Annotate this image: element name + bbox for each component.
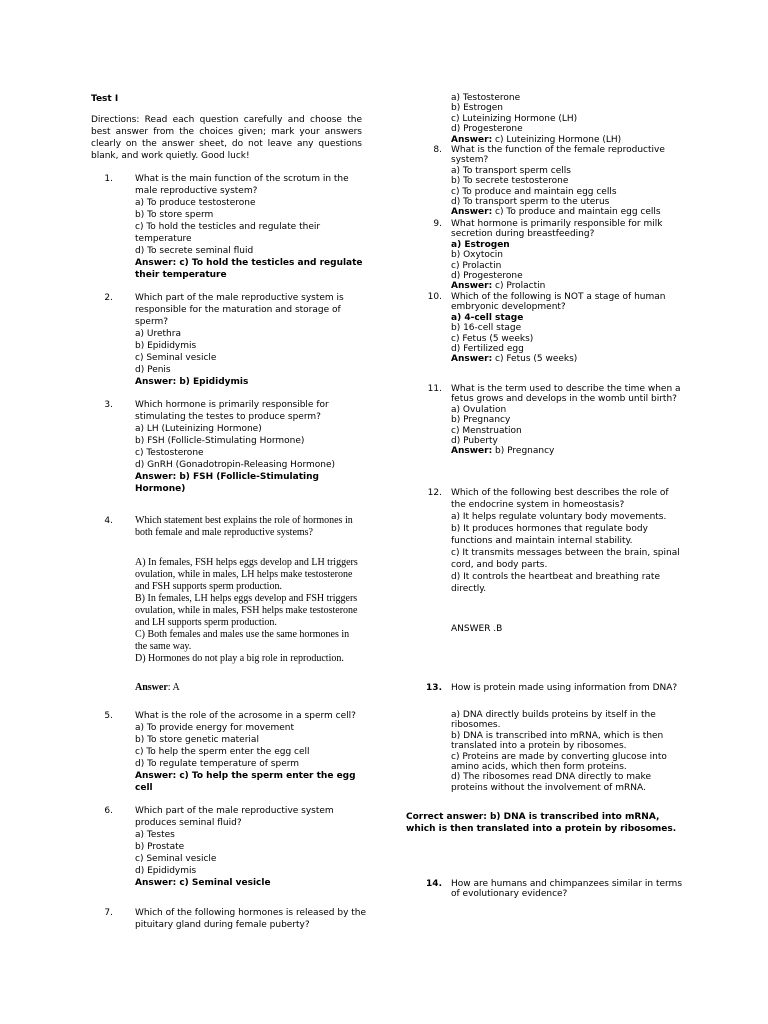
option: ovulation, while in males, LH helps make testosterone (135, 569, 353, 580)
question-number: 1. (104, 174, 113, 184)
question-text: responsible for the maturation and storage of (135, 305, 341, 315)
option: d) To secrete seminal fluid (135, 246, 254, 256)
option: c) Luteinizing Hormone (LH) (451, 113, 578, 124)
option: b) FSH (Follicle-Stimulating Hormone) (135, 436, 305, 446)
option: d) Puberty (451, 436, 498, 447)
question-text: What is the role of the acrosome in a sperm cell? (135, 711, 356, 721)
question-number: 5. (104, 711, 113, 721)
option: and LH supports sperm production. (135, 617, 277, 628)
question-text: How are humans and chimpanzees similar in terms (451, 879, 683, 889)
option: c) Proteins are made by converting glucose into (451, 751, 667, 762)
option: proteins without the involvement of mRNA. (451, 782, 646, 793)
question-number: 8. (433, 145, 442, 155)
answer: Answer: c) To hold the testicles and regulate (135, 258, 363, 268)
answer-label: Answer: (451, 354, 493, 365)
option: b) DNA is transcribed into mRNA, which is then (451, 730, 664, 741)
answer-label: Answer (135, 682, 168, 693)
answer: which is then translated into a protein by ribosomes. (406, 824, 677, 834)
option: d) GnRH (Gonadotropin-Releasing Hormone) (135, 460, 336, 470)
question-text: pituitary gland during female puberty? (135, 920, 310, 930)
option: c) Fetus (5 weeks) (451, 333, 534, 344)
question-number: 11. (427, 384, 442, 394)
question-text: Which of the following best describes the role of (451, 488, 669, 498)
answer (135, 682, 358, 694)
option: d) Fertilized egg (451, 344, 524, 355)
option: a) LH (Luteinizing Hormone) (135, 424, 262, 434)
question-number: 3. (104, 400, 113, 410)
option: amino acids, which then form proteins. (451, 762, 627, 773)
question-text: How is protein made using information from DNA? (451, 683, 678, 693)
option: D) Hormones do not play a big role in reproduction. (135, 653, 344, 664)
option: the same way. (135, 641, 192, 652)
option: c) Testosterone (135, 448, 204, 458)
option: c) Menstruation (451, 425, 522, 436)
option: a) To produce testosterone (135, 198, 256, 208)
answer (451, 281, 662, 291)
page-title: Test I (91, 94, 119, 104)
option: functions and maintain internal stability. (451, 536, 633, 546)
option: d) Progesterone (451, 124, 523, 135)
question-text: Which of the following hormones is released by the (135, 908, 367, 918)
question-13-options (451, 710, 667, 793)
question-text: male reproductive system? (135, 186, 258, 196)
answer: Hormone) (135, 484, 186, 494)
option: b) Estrogen (451, 103, 503, 114)
answer (451, 207, 665, 217)
question-text: What is the term used to describe the time when a (451, 384, 681, 394)
question-number: 14. (426, 879, 442, 889)
option: a) Ovulation (451, 404, 507, 415)
question-number: 4. (104, 516, 113, 526)
option: d) It controls the heartbeat and breathing rate (451, 572, 660, 582)
answer-value: c) Prolactin (492, 281, 546, 292)
answer: their temperature (135, 270, 227, 280)
option: c) To hold the testicles and regulate their (135, 222, 321, 232)
option: d) Epididymis (135, 866, 197, 876)
answer-value: b) Pregnancy (492, 446, 555, 457)
option: b) To store sperm (135, 210, 214, 220)
question-text: Which part of the male reproductive system is (135, 293, 344, 303)
answer: ANSWER .B (451, 624, 503, 634)
answer: cell (135, 783, 153, 793)
question-number: 9. (433, 219, 442, 229)
question-7-options (451, 93, 621, 145)
answer (451, 135, 621, 145)
directions-text: Directions: Read each question carefully and choose the best answer from the choices given; mark your answers clearly on the answer sheet, do not leave any questions blank, and work quietly. Good luck! (91, 115, 362, 161)
option: A) In females, FSH helps eggs develop and LH triggers (135, 557, 358, 568)
answer (451, 354, 665, 364)
question-text: Which hormone is primarily responsible for (135, 400, 329, 410)
question-text: produces seminal fluid? (135, 818, 242, 828)
option: b) Prostate (135, 842, 185, 852)
question-text: What is the main function of the scrotum in the (135, 174, 349, 184)
answer-value: c) Fetus (5 weeks) (492, 354, 578, 365)
question-number: 6. (104, 806, 113, 816)
option: directly. (451, 584, 487, 594)
question-number: 10. (427, 292, 442, 302)
option: B) In females, LH helps eggs develop and FSH triggers (135, 593, 358, 604)
option: b) It produces hormones that regulate body (451, 524, 648, 534)
option: b) Oxytocin (451, 250, 504, 261)
option: c) Seminal vesicle (135, 353, 217, 363)
option: a) Estrogen (451, 239, 510, 250)
question-number: 2. (104, 293, 113, 303)
option: temperature (135, 234, 192, 244)
option: b) Pregnancy (451, 415, 511, 426)
option: translated into a protein by ribosomes. (451, 741, 627, 752)
question-text: Which part of the male reproductive system (135, 806, 334, 816)
option: d) The ribosomes read DNA directly to make (451, 772, 651, 783)
option: c) To produce and maintain egg cells (451, 186, 617, 197)
question-text: sperm? (135, 317, 169, 327)
option: d) Penis (135, 365, 171, 375)
option: a) DNA directly builds proteins by itself in the (451, 710, 656, 720)
option: c) To help the sperm enter the egg cell (135, 747, 310, 757)
option: c) Prolactin (451, 260, 502, 271)
option: a) It helps regulate voluntary body movements. (451, 512, 667, 522)
option: c) Seminal vesicle (135, 854, 217, 864)
answer-label: Answer: (451, 446, 493, 457)
option: b) 16-cell stage (451, 323, 522, 334)
option: C) Both females and males use the same hormones in (135, 629, 350, 640)
option: ribosomes. (451, 720, 501, 731)
question-text: the endocrine system in homeostasis? (451, 500, 625, 510)
answer (451, 446, 681, 456)
option: b) To secrete testosterone (451, 176, 569, 187)
answer-label: Answer: (451, 134, 493, 145)
question-number: 12. (427, 488, 442, 498)
answer-value: : A (167, 682, 180, 693)
answer: Answer: b) FSH (Follicle-Stimulating (135, 472, 319, 482)
option: a) Testes (135, 830, 175, 840)
question-text: system? (451, 155, 489, 166)
option: ovulation, while in males, FSH helps make testosterone (135, 605, 358, 616)
option: a) Testosterone (451, 93, 521, 103)
question-text: of evolutionary evidence? (451, 889, 568, 900)
question-text: fetus grows and develops in the womb until birth? (451, 394, 677, 405)
question-text: stimulating the testes to produce sperm? (135, 412, 321, 422)
answer-value: c) Luteinizing Hormone (LH) (492, 134, 622, 145)
question-text: Which of the following is NOT a stage of human (451, 292, 666, 302)
answer-value: c) To produce and maintain egg cells (492, 207, 661, 218)
answer-label: Answer: (451, 207, 493, 218)
option: a) To provide energy for movement (135, 723, 295, 733)
option: a) 4-cell stage (451, 312, 524, 323)
question-text: secretion during breastfeeding? (451, 229, 595, 240)
option: c) It transmits messages between the brain, spinal (451, 548, 680, 558)
question-number: 13. (426, 683, 442, 693)
question-text: Which statement best explains the role of hormones in (135, 515, 353, 526)
question-text: What hormone is primarily responsible for milk (451, 219, 663, 229)
question-text: embryonic development? (451, 302, 566, 313)
option: cord, and body parts. (451, 560, 548, 570)
option: a) Urethra (135, 329, 181, 339)
answer: Answer: b) Epididymis (135, 377, 249, 387)
option: d) Progesterone (451, 271, 523, 282)
question-text: both female and male reproductive systems? (135, 527, 313, 538)
answer: Answer: c) To help the sperm enter the egg (135, 771, 356, 781)
option: b) Epididymis (135, 341, 197, 351)
option: d) To transport sperm to the uterus (451, 197, 610, 208)
question-13-answer (406, 811, 676, 835)
question-text: What is the function of the female reproductive (451, 145, 665, 155)
answer-label: Answer: (451, 281, 493, 292)
option: b) To store genetic material (135, 735, 259, 745)
question-number: 7. (104, 908, 113, 918)
answer: Correct answer: b) DNA is transcribed into mRNA, (406, 812, 660, 822)
option: and FSH supports sperm production. (135, 581, 282, 592)
option: a) To transport sperm cells (451, 165, 571, 176)
option: d) To regulate temperature of sperm (135, 759, 300, 769)
answer: Answer: c) Seminal vesicle (135, 878, 271, 888)
